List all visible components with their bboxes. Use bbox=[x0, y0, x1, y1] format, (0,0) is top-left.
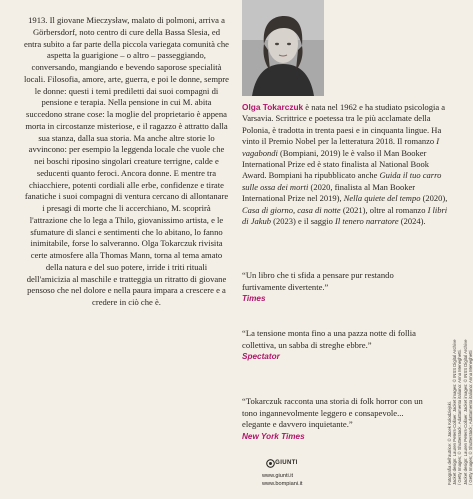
credit-line: Jacket design: Lauren Peters-Collaer. Jacket images: © INSS Digital Archive bbox=[462, 339, 468, 485]
bio-text: (2024). bbox=[398, 216, 426, 227]
giunti-logo-icon bbox=[262, 456, 302, 470]
bio-book-title: Casa di giorno, casa di notte bbox=[242, 204, 341, 215]
author-bio bbox=[242, 102, 448, 227]
bio-book-title: I vagabondi bbox=[242, 136, 440, 158]
bio-book-title: Guida il tuo carro sulle ossa dei morti bbox=[242, 170, 442, 192]
bio-book-title: I libri di Jakub bbox=[242, 204, 448, 227]
bio-text: (Bompiani, 2019) le è valso il Man Booker International Prize ed è stato finalista al National Book Award. Bompiani ha ripubblicato anche bbox=[242, 147, 429, 181]
credit-line: / Getty Images; © Shutterstock; Adattamento italiano: Anna Meneghetti bbox=[467, 350, 473, 485]
quote-source: Spectator bbox=[242, 352, 280, 362]
bio-text: (2021), oltre al romanzo bbox=[340, 204, 428, 215]
credit-line: Fotografia dell'autrice: © Jacek Kolodziejski. bbox=[447, 401, 452, 485]
publisher-logo-text: GIUNTI bbox=[275, 460, 298, 466]
image-credits bbox=[447, 270, 473, 485]
url-bompiani[interactable]: www.bompiani.it bbox=[262, 480, 303, 487]
bio-text: è nata nel 1962 e ha studiato psicologia a Varsavia. Scrittrice e poetessa tra le più acclamate della Polonia, è tradotta in trenta paesi e in cinquanta lingue. Ha vinto il Premio Nobel per la letteratura 2018. Il romanzo bbox=[242, 102, 446, 147]
credit-line: Jacket design: Lauren Peters-Collaer. Jacket images: © INSS Digital Archive bbox=[452, 339, 458, 485]
quote-text: “Un libro che ti sfida a pensare pur restando furtivamente divertente.” bbox=[242, 270, 394, 292]
review-quote bbox=[242, 270, 432, 304]
quote-text: “La tensione monta fino a una pazza notte di follia collettiva, un sabba di streghe ebbre.” bbox=[242, 328, 416, 350]
quote-source: New York Times bbox=[242, 431, 305, 441]
logo-mark-icon bbox=[266, 459, 275, 468]
quote-source: Times bbox=[242, 294, 266, 304]
publisher-urls bbox=[262, 473, 302, 488]
author-portrait-icon bbox=[242, 0, 324, 96]
credit-line: / Getty Images; © Shutterstock. Adattamento italiano: Anna Meneghetti. bbox=[457, 349, 463, 485]
bio-text: (2020), bbox=[420, 193, 448, 204]
quote-text: “Tokarczuk racconta una storia di folk horror con un tono ingannevolmente leggero e consapevole... elegante e davvero inquietante.” bbox=[242, 396, 423, 430]
bio-text: (2020, finalista al Man Booker International Prize nel 2019), bbox=[242, 181, 416, 204]
url-giunti[interactable]: www.giunti.it bbox=[262, 473, 294, 479]
review-quote bbox=[242, 328, 432, 362]
bio-book-title: Nella quiete del tempo bbox=[343, 193, 421, 204]
bio-text: (2023) e il saggio bbox=[271, 216, 336, 227]
synopsis-text: 1913. Il giovane Mieczysław, malato di polmoni, arriva a Görbersdorf, noto centro di cure della Bassa Slesia, ed entra subito a far parte della piccola variegata comunità che aspetta la guarigione – o altro – passeggiando, conversando, mangiando e bevendo saporose specialità locali. Filosofia, amore, arte, guerra, e poi le donne, sempre le donne: questi i temi prediletti dai suoi compagni di pensione e terapia. Nella pensione in cui M. abita succedono strane cose: la moglie del proprietario è appena morta in circostanze misteriose, e il ragazzo è attratto dalla sua stanza, dalla sua storia. Ma anche altre storie lo avvincono: per esempio la leggenda locale che vuole che nei boschi riposino singolari creature terrigne, calde e seducenti quanto feroci. Ancora donne. E mentre tra chiacchiere, potenti cordiali alle erbe, confidenze e tirate fanatiche i suoi compagni di ventura cercano di allontanare i presagi di morte che li accerchiano, M. scoprirà l'attrazione che lo lega a Thilo, giovanissimo artista, e le sfumature di slanci e sentimenti che lo abitano, lo fanno inimitabile, forse lo salveranno. Olga Tokarczuk rivisita certe atmosfere alla Thomas Mann, torna al tema amato della natura e del suo potere, irride i triti rituali dell'amicizia al maschile e tratteggia un ritratto di giovane pensoso che nel dolore e nella paura impara a crescere e a credere in ciò che è. bbox=[24, 15, 229, 307]
bio-book-title: Il tenero narratore bbox=[335, 216, 399, 227]
author-name: Olga Tokarczuk bbox=[242, 102, 304, 112]
review-quote bbox=[242, 396, 432, 442]
author-photo bbox=[242, 0, 324, 96]
